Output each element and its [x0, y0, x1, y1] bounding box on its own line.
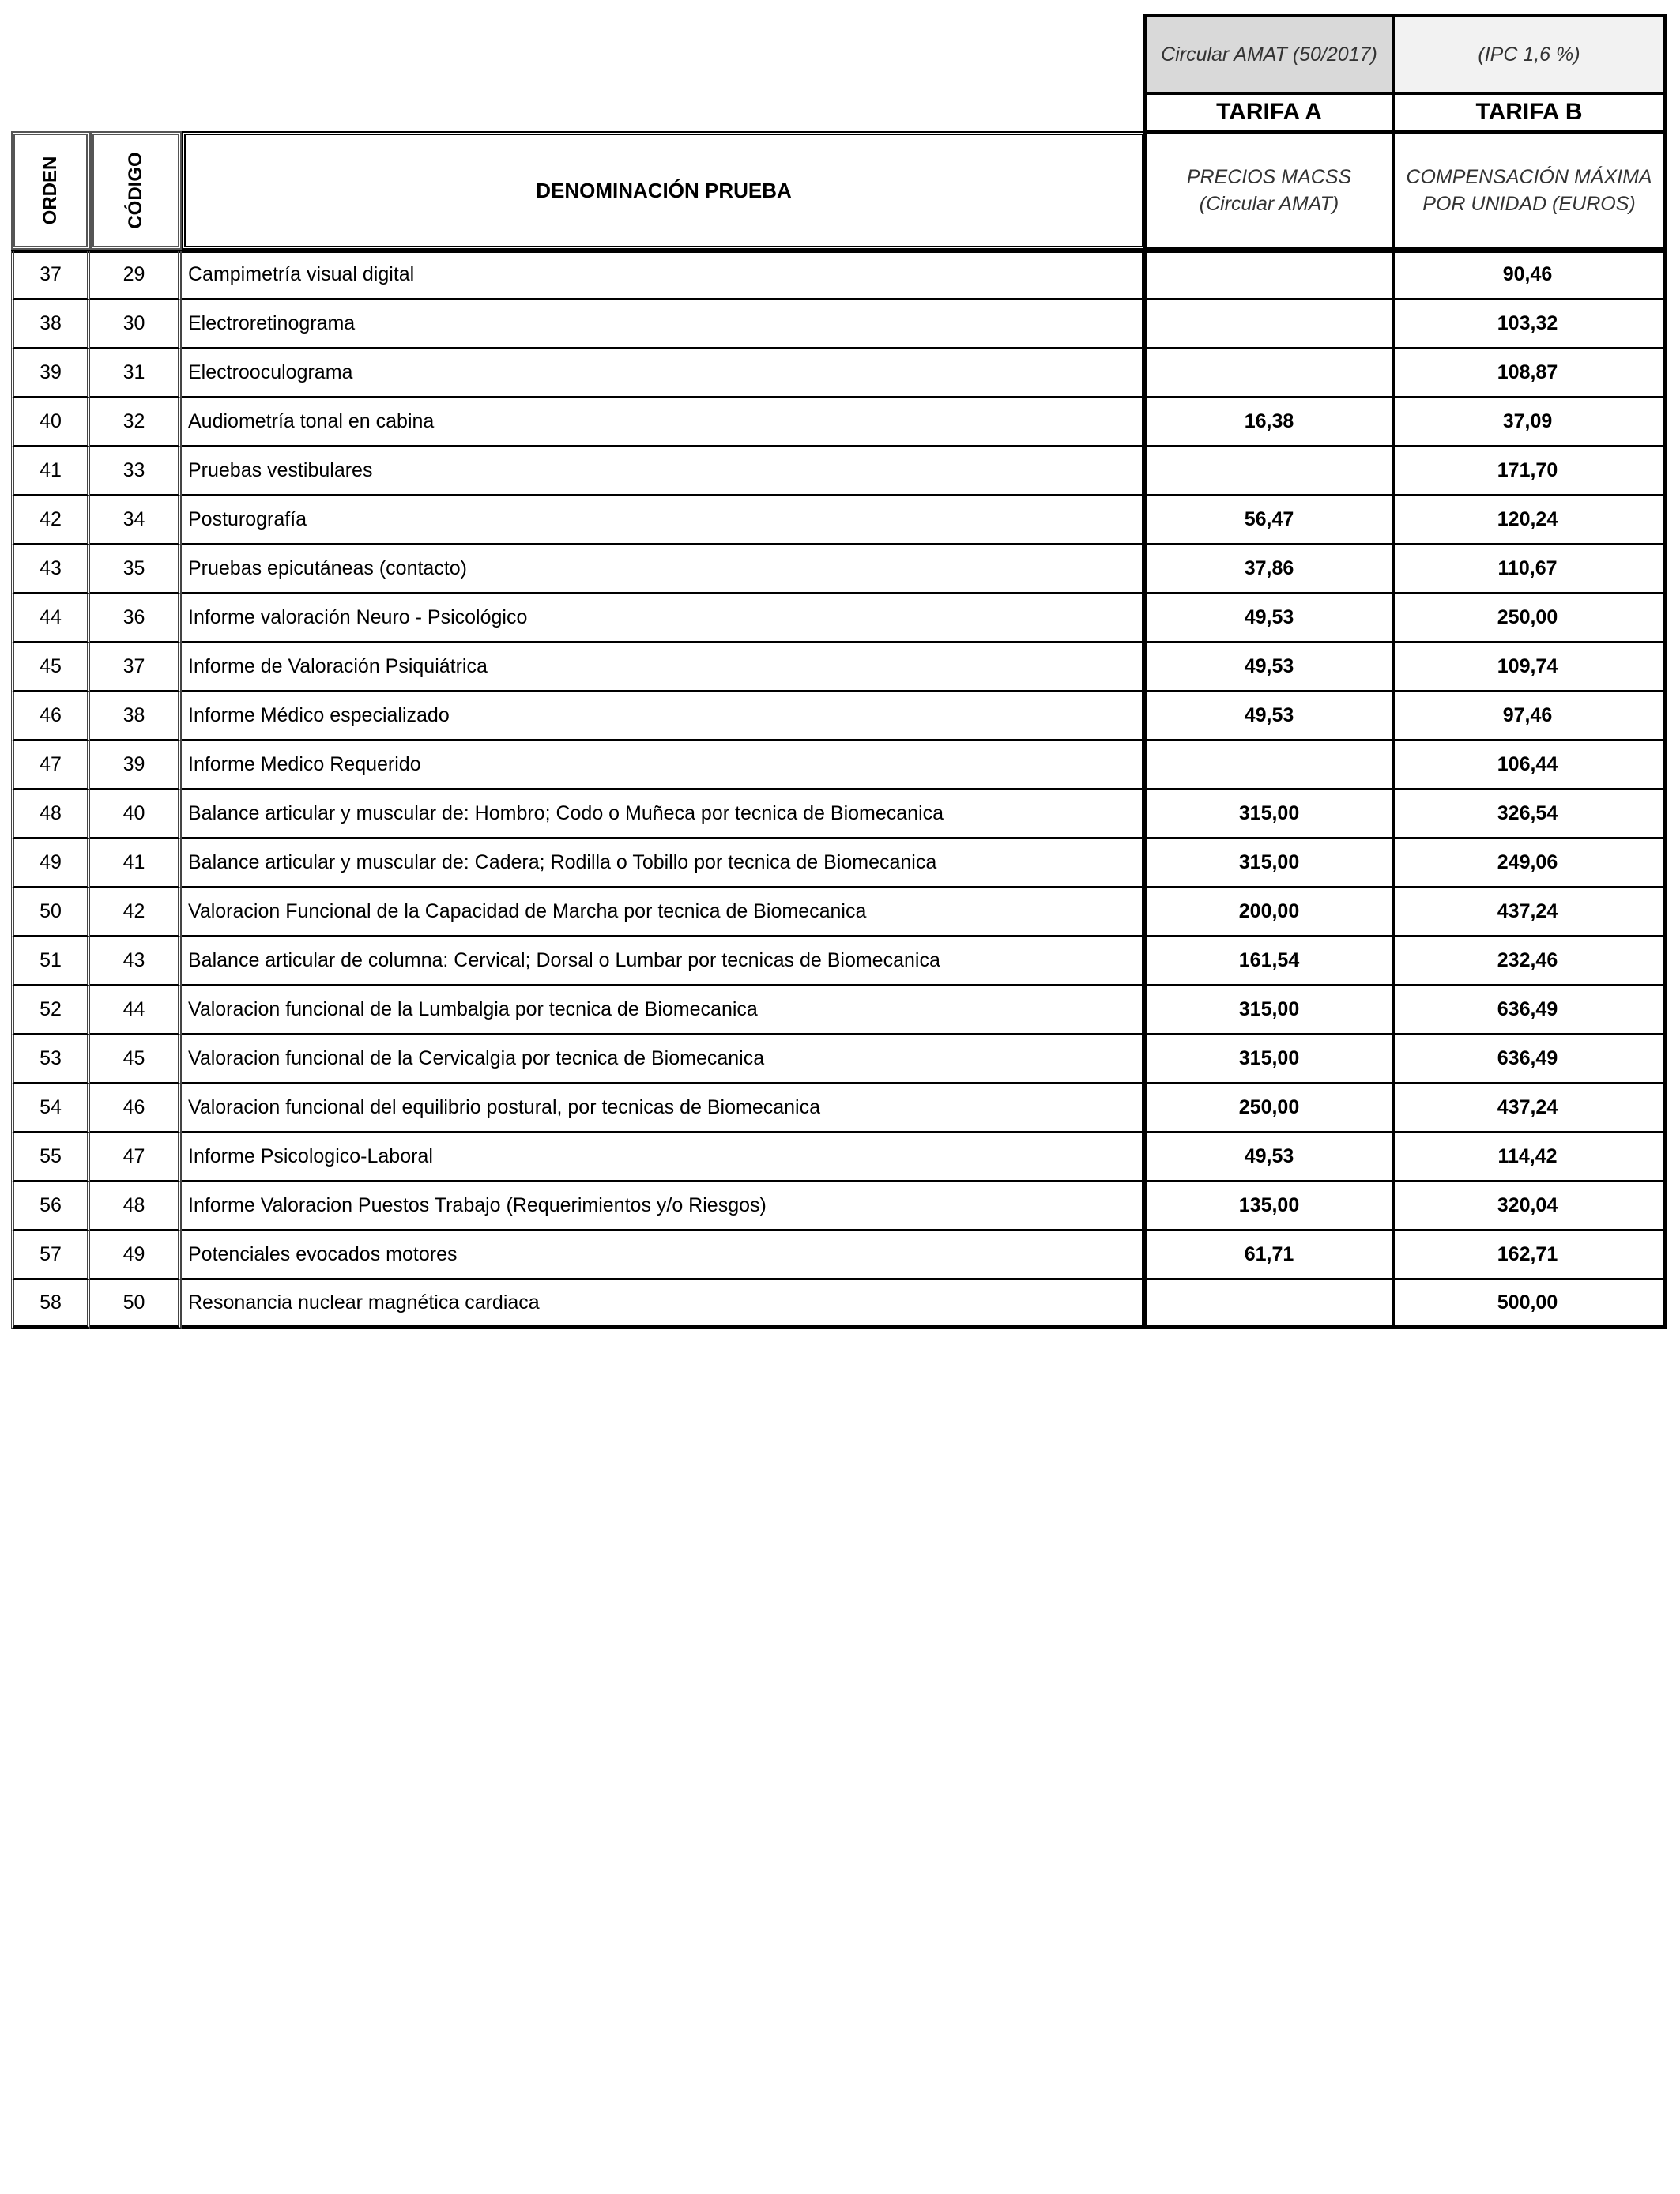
codigo-cell: 40 — [90, 790, 182, 839]
tarifa-b-source-text: (IPC 1,6 %) — [1478, 43, 1580, 66]
orden-cell: 39 — [11, 349, 90, 398]
codigo-cell: 38 — [90, 692, 182, 741]
table-row — [11, 349, 1667, 398]
codigo-cell: 31 — [90, 349, 182, 398]
column-header-precios-line1: PRECIOS MACSS — [1186, 166, 1352, 188]
tarifa-a-cell: 49,53 — [1143, 643, 1395, 692]
table-row — [11, 251, 1667, 300]
orden-cell: 58 — [11, 1280, 90, 1329]
tarifa-a-cell: 61,71 — [1143, 1231, 1395, 1280]
denominacion-cell: Posturografía — [182, 496, 1146, 545]
tarifa-b-cell: 97,46 — [1392, 692, 1667, 741]
table-row — [11, 986, 1667, 1035]
codigo-cell: 41 — [90, 839, 182, 888]
tarifa-b-cell: 437,24 — [1392, 1084, 1667, 1133]
table-row — [11, 545, 1667, 594]
codigo-cell: 50 — [90, 1280, 182, 1329]
orden-cell: 44 — [11, 594, 90, 643]
table-row — [11, 300, 1667, 349]
column-header-denominacion — [182, 131, 1146, 250]
tarifa-b-cell: 114,42 — [1392, 1133, 1667, 1182]
denominacion-cell: Electrooculograma — [182, 349, 1146, 398]
table-row — [11, 839, 1667, 888]
orden-cell: 55 — [11, 1133, 90, 1182]
tarifa-b-cell: 171,70 — [1392, 447, 1667, 496]
denominacion-cell: Informe Médico especializado — [182, 692, 1146, 741]
table-row — [11, 1280, 1667, 1329]
codigo-cell: 48 — [90, 1182, 182, 1231]
orden-cell: 40 — [11, 398, 90, 447]
orden-cell: 56 — [11, 1182, 90, 1231]
column-header-codigo-text: CÓDIGO — [125, 152, 146, 229]
orden-cell: 49 — [11, 839, 90, 888]
orden-cell: 52 — [11, 986, 90, 1035]
denominacion-cell: Balance articular de columna: Cervical; Dorsal o Lumbar por tecnicas de Biomecanica — [182, 937, 1146, 986]
codigo-cell: 49 — [90, 1231, 182, 1280]
tarifa-b-cell: 500,00 — [1392, 1280, 1667, 1329]
tarifa-a-cell: 49,53 — [1143, 1133, 1395, 1182]
table-row — [11, 1231, 1667, 1280]
denominacion-cell: Informe Psicologico-Laboral — [182, 1133, 1146, 1182]
table-row — [11, 496, 1667, 545]
tarifa-a-cell: 200,00 — [1143, 888, 1395, 937]
denominacion-cell: Balance articular y muscular de: Hombro; Codo o Muñeca por tecnica de Biomecanica — [182, 790, 1146, 839]
tarifa-b-cell: 232,46 — [1392, 937, 1667, 986]
table-row — [11, 594, 1667, 643]
codigo-cell: 33 — [90, 447, 182, 496]
tarifa-a-cell: 49,53 — [1143, 692, 1395, 741]
orden-cell: 42 — [11, 496, 90, 545]
orden-cell: 38 — [11, 300, 90, 349]
denominacion-cell: Pruebas epicutáneas (contacto) — [182, 545, 1146, 594]
tarifa-a-cell: 49,53 — [1143, 594, 1395, 643]
table-row — [11, 1182, 1667, 1231]
tarifa-a-cell: 56,47 — [1143, 496, 1395, 545]
tariff-table — [11, 251, 1667, 1329]
orden-cell: 37 — [11, 251, 90, 300]
codigo-cell: 47 — [90, 1133, 182, 1182]
tarifa-b-cell: 108,87 — [1392, 349, 1667, 398]
table-row — [11, 1035, 1667, 1084]
denominacion-cell: Informe valoración Neuro - Psicológico — [182, 594, 1146, 643]
denominacion-cell: Balance articular y muscular de: Cadera; Rodilla o Tobillo por tecnica de Biomecanica — [182, 839, 1146, 888]
codigo-cell: 39 — [90, 741, 182, 790]
column-header-orden — [11, 131, 90, 250]
orden-cell: 47 — [11, 741, 90, 790]
tarifa-a-cell — [1143, 741, 1395, 790]
tarifa-b-cell: 326,54 — [1392, 790, 1667, 839]
orden-cell: 51 — [11, 937, 90, 986]
tarifa-b-cell: 162,71 — [1392, 1231, 1667, 1280]
codigo-cell: 35 — [90, 545, 182, 594]
column-header-codigo — [90, 131, 182, 250]
denominacion-cell: Informe de Valoración Psiquiátrica — [182, 643, 1146, 692]
table-row — [11, 398, 1667, 447]
codigo-cell: 46 — [90, 1084, 182, 1133]
column-header-comp-line2: POR UNIDAD (EUROS) — [1422, 193, 1636, 215]
tarifa-b-cell: 437,24 — [1392, 888, 1667, 937]
codigo-cell: 43 — [90, 937, 182, 986]
denominacion-cell: Valoracion funcional de la Cervicalgia por tecnica de Biomecanica — [182, 1035, 1146, 1084]
codigo-cell: 42 — [90, 888, 182, 937]
tarifa-a-cell: 16,38 — [1143, 398, 1395, 447]
orden-cell: 53 — [11, 1035, 90, 1084]
tarifa-b-cell: 90,46 — [1392, 251, 1667, 300]
denominacion-cell: Pruebas vestibulares — [182, 447, 1146, 496]
tarifa-a-cell — [1143, 300, 1395, 349]
orden-cell: 54 — [11, 1084, 90, 1133]
tarifa-b-cell: 249,06 — [1392, 839, 1667, 888]
codigo-cell: 29 — [90, 251, 182, 300]
column-header-orden-text: ORDEN — [40, 156, 61, 225]
table-row — [11, 692, 1667, 741]
tarifa-a-cell — [1143, 251, 1395, 300]
column-header-compensacion — [1392, 131, 1667, 250]
tarifa-a-cell: 315,00 — [1143, 790, 1395, 839]
tarifa-b-source — [1392, 14, 1667, 95]
codigo-cell: 34 — [90, 496, 182, 545]
column-header-comp-line1: COMPENSACIÓN MÁXIMA — [1406, 166, 1652, 188]
tarifa-b-cell: 636,49 — [1392, 1035, 1667, 1084]
denominacion-cell: Resonancia nuclear magnética cardiaca — [182, 1280, 1146, 1329]
tarifa-a-cell: 315,00 — [1143, 1035, 1395, 1084]
denominacion-cell: Campimetría visual digital — [182, 251, 1146, 300]
denominacion-cell: Valoracion funcional del equilibrio postural, por tecnicas de Biomecanica — [182, 1084, 1146, 1133]
tarifa-a-cell: 315,00 — [1143, 839, 1395, 888]
tarifa-b-cell: 250,00 — [1392, 594, 1667, 643]
tarifa-a-cell: 315,00 — [1143, 986, 1395, 1035]
tarifa-b-cell: 636,49 — [1392, 986, 1667, 1035]
tarifa-a-cell: 250,00 — [1143, 1084, 1395, 1133]
column-header-precios — [1143, 131, 1395, 250]
tarifa-b-cell: 103,32 — [1392, 300, 1667, 349]
denominacion-cell: Audiometría tonal en cabina — [182, 398, 1146, 447]
table-row — [11, 790, 1667, 839]
tarifa-a-cell — [1143, 447, 1395, 496]
table-row — [11, 1084, 1667, 1133]
table-row — [11, 1133, 1667, 1182]
tarifa-a-cell: 161,54 — [1143, 937, 1395, 986]
tarifa-a-cell: 37,86 — [1143, 545, 1395, 594]
tarifa-b-cell: 106,44 — [1392, 741, 1667, 790]
orden-cell: 43 — [11, 545, 90, 594]
codigo-cell: 45 — [90, 1035, 182, 1084]
table-row — [11, 447, 1667, 496]
denominacion-cell: Informe Valoracion Puestos Trabajo (Requerimientos y/o Riesgos) — [182, 1182, 1146, 1231]
codigo-cell: 36 — [90, 594, 182, 643]
tarifa-b-cell: 110,67 — [1392, 545, 1667, 594]
codigo-cell: 37 — [90, 643, 182, 692]
denominacion-cell: Informe Medico Requerido — [182, 741, 1146, 790]
tarifa-b-cell: 120,24 — [1392, 496, 1667, 545]
tarifa-a-source — [1143, 14, 1395, 95]
tarifa-b-cell: 320,04 — [1392, 1182, 1667, 1231]
orden-cell: 48 — [11, 790, 90, 839]
codigo-cell: 44 — [90, 986, 182, 1035]
orden-cell: 41 — [11, 447, 90, 496]
table-row — [11, 643, 1667, 692]
column-header-precios-line2: (Circular AMAT) — [1199, 193, 1339, 215]
column-header-denominacion-text: DENOMINACIÓN PRUEBA — [536, 178, 792, 202]
orden-cell: 45 — [11, 643, 90, 692]
orden-cell: 50 — [11, 888, 90, 937]
denominacion-cell: Valoracion Funcional de la Capacidad de Marcha por tecnica de Biomecanica — [182, 888, 1146, 937]
orden-cell: 57 — [11, 1231, 90, 1280]
tarifa-b-label: TARIFA B — [1392, 95, 1667, 133]
table-row — [11, 937, 1667, 986]
denominacion-cell: Valoracion funcional de la Lumbalgia por tecnica de Biomecanica — [182, 986, 1146, 1035]
codigo-cell: 32 — [90, 398, 182, 447]
table-row — [11, 888, 1667, 937]
tarifa-a-label: TARIFA A — [1143, 95, 1395, 133]
denominacion-cell: Electroretinograma — [182, 300, 1146, 349]
orden-cell: 46 — [11, 692, 90, 741]
tarifa-b-cell: 109,74 — [1392, 643, 1667, 692]
codigo-cell: 30 — [90, 300, 182, 349]
tarifa-a-source-text: Circular AMAT (50/2017) — [1161, 43, 1377, 66]
tarifa-a-cell: 135,00 — [1143, 1182, 1395, 1231]
tarifa-b-cell: 37,09 — [1392, 398, 1667, 447]
table-row — [11, 741, 1667, 790]
denominacion-cell: Potenciales evocados motores — [182, 1231, 1146, 1280]
tarifa-a-cell — [1143, 1280, 1395, 1329]
tarifa-a-cell — [1143, 349, 1395, 398]
